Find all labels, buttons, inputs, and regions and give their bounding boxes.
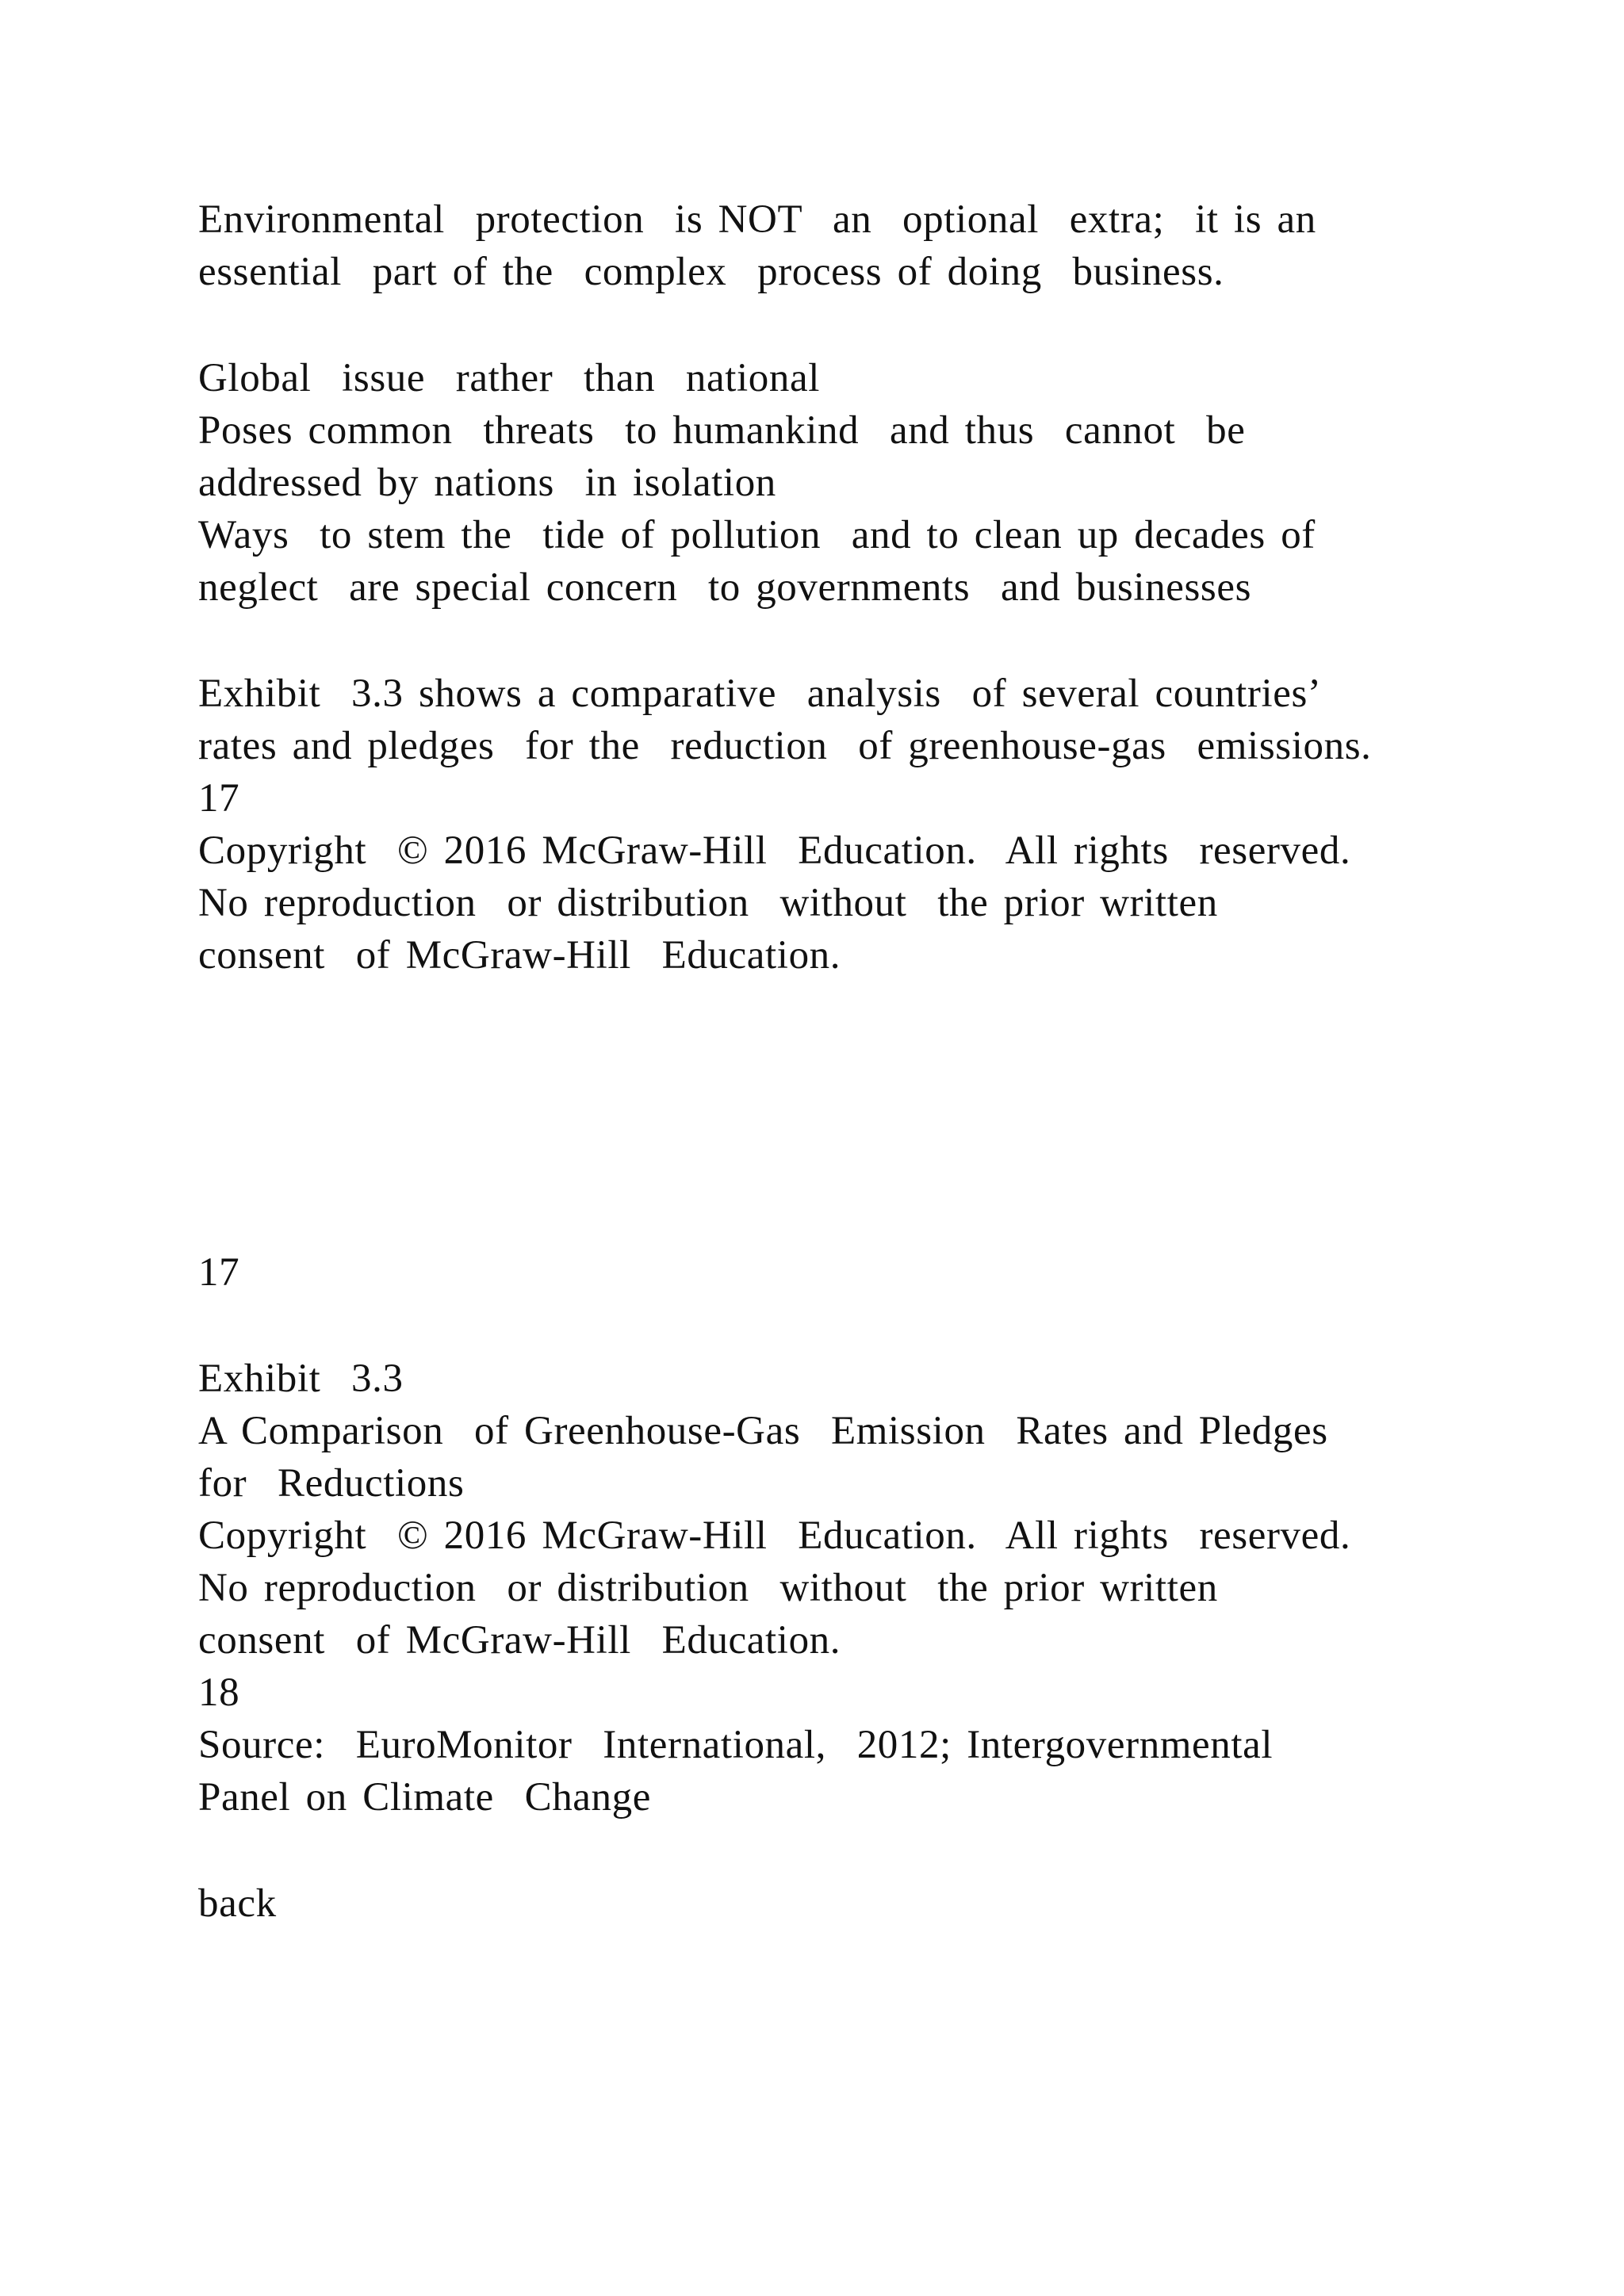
- point-stem-pollution-cont: neglect are special concern to governments and businesses: [198, 565, 1252, 610]
- point-stem-pollution: Ways to stem the tide of pollution and to clean up decades of: [198, 513, 1316, 557]
- exhibit-note-line-1: Exhibit 3.3 shows a comparative analysis of several countries’: [198, 672, 1322, 716]
- exhibit-title-line-2: for Reductions: [198, 1461, 465, 1506]
- point-common-threats-cont: addressed by nations in isolation: [198, 461, 776, 505]
- copyright-line-3-second: consent of McGraw-Hill Education.: [198, 1618, 841, 1663]
- copyright-line-1-second: Copyright © 2016 McGraw-Hill Education. All rights reserved.: [198, 1513, 1351, 1558]
- back-link[interactable]: back: [198, 1881, 277, 1926]
- slide-number-18: 18: [198, 1670, 240, 1715]
- copyright-line-3: consent of McGraw-Hill Education.: [198, 933, 841, 978]
- source-line-2: Panel on Climate Change: [198, 1775, 651, 1820]
- slide-number-17: 17: [198, 776, 240, 821]
- exhibit-label: Exhibit 3.3: [198, 1357, 404, 1401]
- source-line-1: Source: EuroMonitor International, 2012; Intergovernmental: [198, 1723, 1274, 1767]
- exhibit-title-line-1: A Comparison of Greenhouse-Gas Emission Rates and Pledges: [198, 1409, 1328, 1453]
- copyright-line-2: No reproduction or distribution without the prior written: [198, 881, 1218, 925]
- copyright-line-1: Copyright © 2016 McGraw-Hill Education. All rights reserved.: [198, 828, 1351, 873]
- intro-line-2: essential part of the complex process of doing business.: [198, 250, 1224, 294]
- exhibit-note-line-2: rates and pledges for the reduction of greenhouse-gas emissions.: [198, 724, 1372, 768]
- point-common-threats: Poses common threats to humankind and thus cannot be: [198, 408, 1246, 453]
- copyright-line-2-second: No reproduction or distribution without the prior written: [198, 1566, 1218, 1610]
- slide-number-17-repeat: 17: [198, 1250, 240, 1295]
- point-global-issue: Global issue rather than national: [198, 356, 821, 400]
- intro-line-1: Environmental protection is NOT an optional extra; it is an: [198, 197, 1316, 242]
